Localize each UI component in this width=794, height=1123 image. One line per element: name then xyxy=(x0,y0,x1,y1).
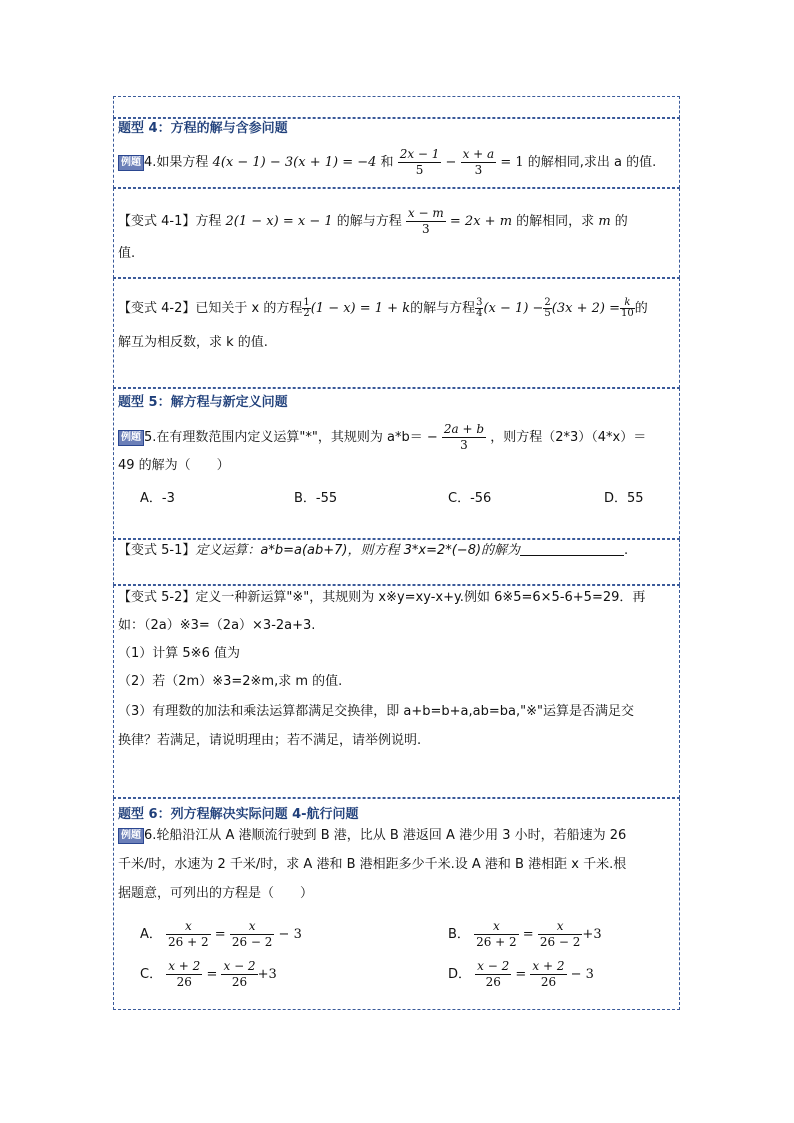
variant41-equation1: 2(1 − x) = x − 1 xyxy=(225,214,333,229)
fraction-denominator: 26 xyxy=(485,975,501,989)
example4-rhs: = 1 xyxy=(500,155,524,170)
example4-fraction2 xyxy=(461,147,497,178)
fraction-numerator: x − 2 xyxy=(477,959,510,973)
example5-line2: 49 的解为（ ） xyxy=(118,458,230,473)
section5-title: 题型 5：解方程与新定义问题 xyxy=(118,395,288,410)
option-d[interactable]: D．55 xyxy=(604,491,644,506)
fraction-numerator: x − 2 xyxy=(223,959,256,973)
example4-number: 4. xyxy=(144,155,157,170)
option-fraction-left xyxy=(475,959,511,990)
fraction-denominator: 26 − 2 xyxy=(539,935,581,949)
fraction-numerator: x + a xyxy=(462,147,495,161)
example5-post: ，则方程（2*3）（4*x）＝ xyxy=(490,430,647,445)
variant51-text: 定义运算：a*b=a(ab+7)，则方程 3*x=2*(−8)的解为 xyxy=(195,543,521,558)
fraction-denominator: 3 xyxy=(460,438,468,452)
variant42-equation2a: (x − 1) − xyxy=(483,301,544,316)
variant42-fraction4 xyxy=(620,298,635,319)
variant41-m: m xyxy=(598,214,611,229)
variant52-line1 xyxy=(118,588,645,608)
answer-blank[interactable] xyxy=(520,543,624,556)
variant52-question2: （2）若（2m）※3=2※m,求 m 的值. xyxy=(118,674,343,689)
option6-a[interactable]: A． $\frac{x}{26 + 2}$ = $\frac{x}{26 - 2}$ − 3 xyxy=(140,919,302,949)
option-tail: +3 xyxy=(582,927,602,942)
fraction-denominator: 26 − 2 xyxy=(231,935,273,949)
fraction-denominator: 26 + 2 xyxy=(168,935,209,949)
example-tag: 例题 xyxy=(118,828,144,844)
example4-line: 例题 4.如果方程 4(x − 1) − 3(x + 1) = −4 和 $\frac{2x - 1}{5}$ − $\frac{x + a}{3}$ = 1 的解相同,求出 a 的值. xyxy=(118,147,656,178)
option-label: C． xyxy=(140,967,163,982)
variant51-line xyxy=(118,541,628,561)
variant41-rhs: = 2x + m xyxy=(449,214,513,229)
option-tail: − 3 xyxy=(278,927,302,942)
variant52-line2: 如：（2a）※3=（2a）×3-2a+3. xyxy=(118,618,316,633)
example4-question: 的解相同,求出 a 的值. xyxy=(527,155,657,170)
variant42-text: 已知关于 x 的方程 xyxy=(195,301,303,316)
fraction-denominator: 2 xyxy=(303,308,310,319)
variant42-fraction1 xyxy=(302,298,310,319)
variant42-line2: 解互为相反数，求 k 的值. xyxy=(118,335,268,350)
variant51-label: 【变式 5-1】 xyxy=(118,543,196,558)
variant41-text: 方程 xyxy=(195,214,222,229)
example4-and: 和 xyxy=(380,155,394,170)
fraction-numerator: x − m xyxy=(407,206,444,220)
fraction-numerator: x + 2 xyxy=(168,959,201,973)
example6-text: 6.轮船沿江从 A 港顺流行驶到 B 港，比从 B 港返回 A 港少用 3 小时，若船速为 26 xyxy=(144,828,627,843)
variant42-line1 xyxy=(118,298,648,319)
variant41-fraction xyxy=(406,206,446,237)
option6-b[interactable]: B． $\frac{x}{26 + 2}$ = $\frac{x}{26 - 2}$ +3 xyxy=(448,919,602,949)
fraction-numerator: 1 xyxy=(303,297,310,308)
fraction-numerator: x + 2 xyxy=(532,959,565,973)
top-divider-box xyxy=(113,96,680,118)
example5-text: 5.在有理数范围内定义运算"*"，其规则为 a*b＝ − xyxy=(144,430,438,445)
fraction-denominator: 26 + 2 xyxy=(476,935,517,949)
fraction-numerator: 3 xyxy=(476,297,483,308)
example6-line3: 据题意，可列出的方程是（ ） xyxy=(118,886,314,901)
variant52-question1: （1）计算 5※6 值为 xyxy=(118,646,240,661)
option6-c[interactable]: C． $\frac{x + 2}{26}$ = $\frac{x - 2}{26}$ +3 xyxy=(140,959,277,989)
fraction-numerator: 2a + b xyxy=(443,422,485,436)
option-c[interactable]: C．-56 xyxy=(448,491,492,506)
variant52-text: 定义一种新运算"※"，其规则为 x※y=xy-x+y.例如 6※5=6×5-6+5=29．再 xyxy=(195,590,646,605)
variant52-label: 【变式 5-2】 xyxy=(118,590,196,605)
example-tag: 例题 xyxy=(118,430,144,446)
variant52-question3: （3）有理数的加法和乘法运算都满足交换律，即 a+b=b+a,ab=ba,"※"运算是否满足交 xyxy=(118,704,634,719)
option-fraction-left xyxy=(166,919,211,950)
variant41-line1 xyxy=(118,206,628,237)
option-label: D． xyxy=(448,967,472,982)
variant51-end: . xyxy=(624,543,629,558)
variant52-question3-cont: 换律？若满足，请说明理由；若不满足，请举例说明. xyxy=(118,733,422,748)
example6-line2: 千米/时，水速为 2 千米/时，求 A 港和 B 港相距多少千米.设 A 港和 B 港相距 x 千米.根 xyxy=(118,857,627,872)
variant41-label: 【变式 4-1】 xyxy=(118,214,196,229)
option-fraction-right xyxy=(230,919,275,950)
fraction-denominator: 4 xyxy=(476,308,483,319)
fraction-denominator: 3 xyxy=(422,222,430,236)
variant41-line2: 值. xyxy=(118,246,136,261)
fraction-denominator: 26 xyxy=(231,975,248,989)
example4-fraction1 xyxy=(398,147,442,178)
example-tag: 例题 xyxy=(118,155,144,171)
variant42-fraction3 xyxy=(543,298,551,319)
option-label: B． xyxy=(448,927,470,942)
option-fraction-left xyxy=(474,919,519,950)
fraction-denominator: 10 xyxy=(621,308,634,319)
variant42-equation2b: (3x + 2) = xyxy=(551,301,620,316)
fraction-numerator: x xyxy=(230,919,275,935)
variant41-post2: 的 xyxy=(614,214,628,229)
example5-fraction xyxy=(442,422,486,453)
fraction-denominator: 5 xyxy=(544,308,551,319)
fraction-denominator: 26 xyxy=(540,975,557,989)
variant42-equation1: (1 − x) = 1 + k xyxy=(310,301,411,316)
variant42-label: 【变式 4-2】 xyxy=(118,301,196,316)
option-fraction-right xyxy=(221,959,257,990)
option-fraction-right xyxy=(530,959,566,990)
example6-line1 xyxy=(118,826,626,846)
option-label: A． xyxy=(140,927,162,942)
option-fraction-right xyxy=(538,919,583,950)
fraction-numerator: x xyxy=(474,919,519,935)
option-a[interactable]: A．-3 xyxy=(140,491,175,506)
fraction-numerator: x xyxy=(166,919,211,935)
option-tail: +3 xyxy=(257,967,277,982)
fraction-denominator: 5 xyxy=(415,163,424,177)
variant41-mid: 的解与方程 xyxy=(336,214,402,229)
section6-title: 题型 6：列方程解决实际问题 4-航行问题 xyxy=(118,807,359,822)
fraction-numerator: k xyxy=(620,298,635,309)
option6-d[interactable]: D． $\frac{x - 2}{26}$ = $\frac{x + 2}{26}$ − 3 xyxy=(448,959,594,989)
fraction-denominator: 26 xyxy=(176,975,192,989)
option-tail: − 3 xyxy=(570,967,594,982)
example4-equation1: 4(x − 1) − 3(x + 1) = −4 xyxy=(212,155,377,170)
example4-text: 如果方程 xyxy=(156,155,209,170)
variant41-post: 的解相同，求 xyxy=(516,214,595,229)
variant42-mid: 的解与方程 xyxy=(410,301,476,316)
option-fraction-left xyxy=(166,959,202,990)
option-b[interactable]: B．-55 xyxy=(294,491,338,506)
section4-title: 题型 4：方程的解与含参问题 xyxy=(118,121,288,136)
example5-line1 xyxy=(118,422,646,453)
variant42-post: 的 xyxy=(634,301,648,316)
fraction-numerator: 2 xyxy=(544,297,551,308)
fraction-numerator: x xyxy=(538,919,583,935)
fraction-numerator: 2x − 1 xyxy=(399,147,440,161)
fraction-denominator: 3 xyxy=(474,163,483,177)
